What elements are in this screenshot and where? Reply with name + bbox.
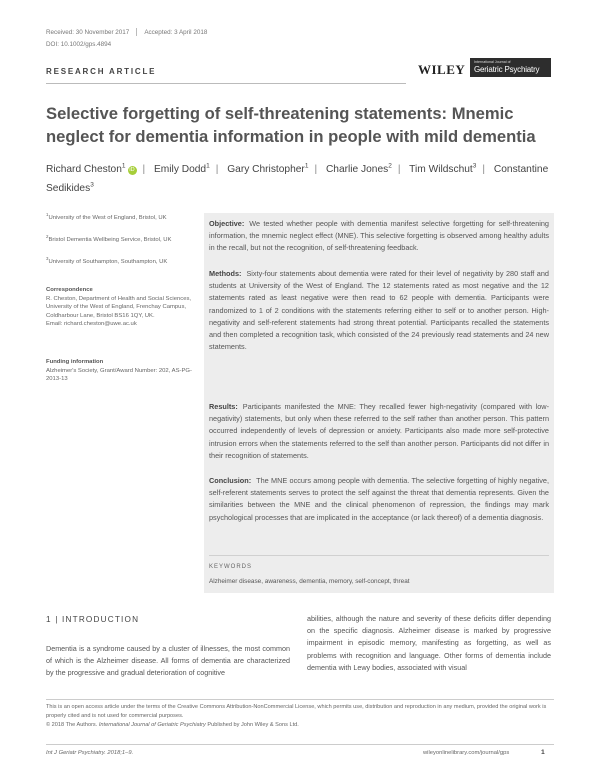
author-name[interactable]: Richard Cheston$^1$iD <box>46 162 135 175</box>
keywords-label: KEYWORDS <box>209 564 253 570</box>
author-affiliation-mark: 2 <box>388 162 392 170</box>
keywords-rule <box>209 555 549 556</box>
author-separator: | <box>397 164 401 175</box>
author-name[interactable]: Charlie Jones$^2$ <box>325 162 392 175</box>
abstract-objective: Objective: We tested whether people with dementia manifest selective forgetting for self-threatening information, the mnemic neglect effect (MNE). This selective forgetting is observed among healthy adults in the recall, but not the recognition, of self-threatening feedback. <box>209 219 549 253</box>
author-separator: | <box>215 164 219 175</box>
correspondence-address: R. Cheston, Department of Health and Social Sciences, University of the West of England, Frenchay Campus, Coldharbour Lane, Bristol BS16 1QY, UK. <box>46 295 192 319</box>
accepted-date: Accepted: 3 April 2018 <box>144 28 208 36</box>
abstract-methods: Methods: Sixty-four statements about dementia were rated for their level of negativity by 280 staff and students at University of the West of England. The 12 statements rated as most negative and the 12 statements rated as least negative were then read to 62 people with dementia. Participants were randomized to 1 of 2 conditions with the statements referring either to self or to another person. High-negativity and self-referent statements had strong threat potential. Participants recalled the statements and then completed a recognition task, which consisted of the 24 previously read statements and 24 new statements. <box>209 269 549 352</box>
journal-citation: Int J Geriatr Psychiatry. 2018;1–9. <box>46 750 134 756</box>
header-rule <box>46 83 406 84</box>
article-title: Selective forgetting of self-threatening statements: Mnemic neglect for dementia information in people with mild dementia <box>46 104 536 146</box>
license-note: This is an open access article under the terms of the Creative Commons Attribution-NonCommercial License, which permits use, distribution and reproduction in any medium, provided the original work is properly cited and is not used for commercial purposes. <box>46 704 547 719</box>
author-affiliation-mark: 1 <box>121 162 126 170</box>
author-name[interactable]: Gary Christopher$^1$ <box>227 162 309 175</box>
footer-rule <box>46 744 554 745</box>
received-date: Received: 30 November 2017 <box>46 28 130 36</box>
intro-column-1: Dementia is a syndrome caused by a cluster of illnesses, the most common of which is the Alzheimer disease. All forms of dementia are characterized by the progressive and gradual deterioration of cognitive <box>46 644 290 678</box>
article-type: RESEARCH ARTICLE <box>46 67 157 76</box>
journal-logo <box>470 58 551 77</box>
footnote-rule <box>46 699 554 700</box>
author-affiliation-mark: 3 <box>90 181 94 189</box>
author-affiliation-mark: 3 <box>472 162 477 170</box>
correspondence-email[interactable]: Email: richard.cheston@uwe.ac.uk <box>46 321 137 328</box>
author-separator: | <box>142 164 146 175</box>
author-separator: | <box>482 164 486 175</box>
journal-logo-name: Geriatric Psychiatry <box>474 65 540 74</box>
page-number: 1 <box>541 749 545 756</box>
funding-label: Funding information <box>46 359 104 365</box>
copyright-note: © 2018 The Authors. International Journal of Geriatric Psychiatry Published by John Wiley & Sons Ltd. <box>46 722 299 728</box>
affiliation-2: $^2$Bristol Dementia Wellbeing Service, Bristol, UK <box>46 234 172 243</box>
author-name[interactable]: Emily Dodd$^1$ <box>154 162 210 175</box>
intro-column-2: abilities, although the nature and severity of these deficits differ depending on the specific diagnosis. Alzheimer disease is marked by progressive impairment in episodic memory, manifesting as forgetting, as well as problems with recognition and language. Other forms of dementia include dementia with Lewy bodies, associated with visual <box>307 614 551 672</box>
submission-dates <box>46 28 207 36</box>
author-affiliation-mark: 1 <box>206 162 210 170</box>
section-heading-introduction: 1 | INTRODUCTION <box>46 615 140 624</box>
abstract-conclusion: Conclusion: The MNE occurs among people with dementia. The selective forgetting of highly negative, self-referent statements serves to protect the self against the threat that dementia represents. Given the similarities between the MNE and the clinical phenomenon of repression, the findings may mark psychological processes that are implicated in the acceptance (or lack thereof) of a dementia diagnosis. <box>209 476 549 522</box>
orcid-icon[interactable]: iD <box>129 167 135 173</box>
abstract-results: Results: Participants manifested the MNE: They recalled fewer high-negativity (compared with low-negativity) statements, but only when these referred to the self rather than another person. This pattern occurred independently of levels of depression or anxiety. Participants also made more self-protective intrusion errors when the statements referred to the self than another person. Participants did not differ in their recognition of statements. <box>209 402 549 460</box>
affiliation-1: $^1$University of the West of England, Bristol, UK <box>46 212 167 221</box>
date-divider <box>136 28 137 36</box>
correspondence-label: Correspondence <box>46 287 93 293</box>
affiliation-3: $^3$University of Southampton, Southampton, UK <box>46 256 168 265</box>
funding-text: Alzheimer's Society, Grant/Award Number: 202, AS-PG-2013-13 <box>46 367 192 383</box>
keywords: Alzheimer disease, awareness, dementia, memory, self-concept, threat <box>209 578 410 585</box>
author-name[interactable]: Tim Wildschut$^3$ <box>409 162 477 175</box>
journal-url[interactable]: wileyonlinelibrary.com/journal/gps <box>423 750 510 756</box>
journal-logo-small: International Journal of <box>474 60 511 64</box>
author-separator: | <box>314 164 318 175</box>
correspondence <box>46 286 196 329</box>
author-name[interactable]: Constantine Sedikides$^3$ <box>46 164 549 194</box>
author-list <box>46 160 566 198</box>
publisher-logo: WILEY <box>418 62 466 77</box>
author-affiliation-mark: 1 <box>304 162 309 170</box>
funding-information <box>46 358 196 384</box>
doi[interactable]: DOI: 10.1002/gps.4894 <box>46 41 112 48</box>
